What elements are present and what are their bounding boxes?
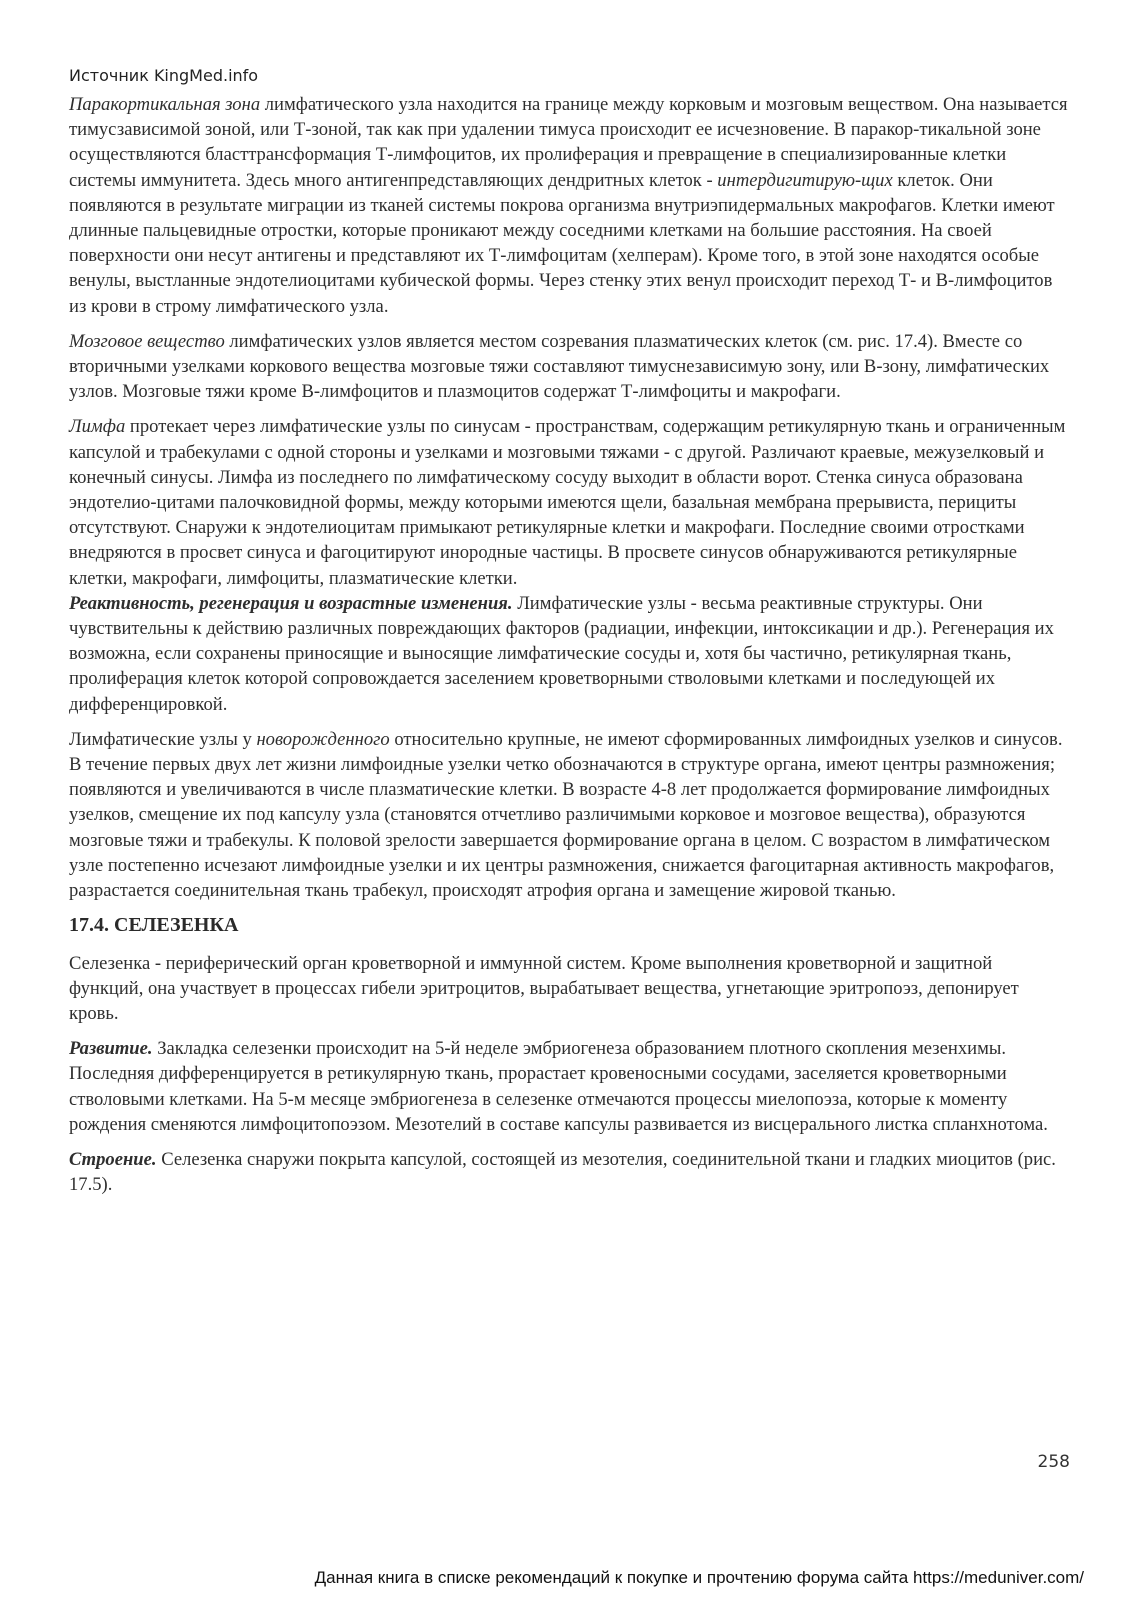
term-lymph: Лимфа (69, 416, 126, 438)
term-newborn: новорожденного (256, 728, 390, 750)
paragraph-spleen-intro (69, 951, 1069, 1027)
paragraph-reactivity (69, 591, 1069, 717)
paragraph-text: относительно крупные, не имеют сформированных лимфоидных узелков и синусов. В течение первых двух лет жизни лимфоидные узелки четко обозначаются в структуре органа, имеют центры размножения; появляются и увеличиваются в числе плазматические клетки. В возрасте 4-8 лет продолжается формирование лимфоидных узелков, смещение их под капсулу узла (становятся отчетливо различимыми корковое и мозговое вещества), образуются мозговые тяжи и трабекулы. К половой зрелости завершается формирование органа в целом. С возрастом в лимфатическом узле постепенно исчезают лимфоидные узелки и их центры размножения, снижается фагоцитарная активность макрофагов, разрастается соединительная ткань трабекул, происходят атрофия органа и замещение жировой тканью. (69, 728, 1063, 902)
page-body (69, 92, 1069, 1207)
paragraph-medulla (69, 329, 1069, 405)
paragraph-text: Селезенка - периферический орган кроветворной и иммунной систем. Кроме выполнения кроветворной и защитной функций, она участвует в процессах гибели эритроцитов, вырабатывает вещества, угнетающие эритропоэз, депонирует кровь. (69, 952, 1019, 1024)
paragraph-newborn (69, 727, 1069, 903)
paragraph-development (69, 1036, 1069, 1137)
section-heading: 17.4. СЕЛЕЗЕНКА (69, 914, 239, 937)
paragraph-paracortical-zone (69, 92, 1069, 319)
paragraph-text: Закладка селезенки происходит на 5-й неделе эмбриогенеза образованием плотного скопления мезенхимы. Последняя дифференцируется в ретикулярную ткань, прорастает кровеносными сосудами, заселяется кроветворными стволовыми клетками. На 5-м месяце эмбриогенеза в селезенке отмечаются процессы миелопоэза, которые к моменту рождения сменяются лимфоцитопоэзом. Мезотелий в составе капсулы развивается из висцерального листка спланхнотома. (69, 1038, 1048, 1135)
paragraph-text: лимфатического узла находится на границе между корковым и мозговым веществом. Она называется тимусзависимой зоной, или Т-зоной, так как при удалении тимуса происходит ее исчезновение. В паракор-тикальной зоне осуществляются бласттрансформация Т-лимфоцитов, их пролиферация и превращение в специализированные клетки системы иммунитета. Здесь много антигенпредставляющих дендритных клеток - (69, 94, 1068, 191)
paragraph-lead: Лимфатические узлы у (69, 728, 257, 750)
paragraph-structure (69, 1147, 1069, 1197)
term-development: Развитие. (69, 1038, 153, 1060)
paragraph-text: клеток. Они появляются в результате миграции из тканей системы покрова организма внутриэпидермальных макрофагов. Клетки имеют длинные пальцевидные отростки, которые проникают между соседними клетками на большие расстояния. На своей поверхности они несут антигены и представляют их Т-лимфоцитам (хелперам). Кроме того, в этой зоне находятся особые венулы, выстланные эндотелиоцитами кубической формы. Через стенку этих венул происходит переход Т- и В-лимфоцитов из крови в строму лимфатического узла. (69, 169, 1055, 317)
paragraph-text: лимфатических узлов является местом созревания плазматических клеток (см. рис. 17.4). Вместе со вторичными узелками коркового вещества мозговые тяжи составляют тимуснезависимую зону, или В-зону, лимфатических узлов. Мозговые тяжи кроме В-лимфоцитов и плазмоцитов содержат Т-лимфоциты и макрофаги. (69, 330, 1050, 403)
paragraph-lymph (69, 414, 1069, 590)
paragraph-text: Селезенка снаружи покрыта капсулой, состоящей из мезотелия, соединительной ткани и гладких миоцитов (рис. 17.5). (69, 1148, 1056, 1196)
paragraph-text: Лимфатические узлы - весьма реактивные структуры. Они чувствительны к действию различных повреждающих факторов (радиации, инфекции, интоксикации и др.). Регенерация их возможна, если сохранены приносящие и выносящие лимфатические сосуды и, хотя бы частично, ретикулярная ткань, пролиферация клеток которой сопровождается заселением кроветворными стволовыми клетками и последующей их дифференцировкой. (69, 592, 1054, 715)
footer-note: Данная книга в списке рекомендаций к покупке и прочтению форума сайта https://meduniver.com/ (314, 1568, 1084, 1587)
term-structure: Строение. (69, 1148, 157, 1170)
term-reactivity: Реактивность, регенерация и возрастные изменения. (69, 592, 513, 614)
page-number: 258 (1037, 1452, 1070, 1472)
term-medulla: Мозговое вещество (69, 330, 225, 352)
paragraph-text: протекает через лимфатические узлы по синусам - пространствам, содержащим ретикулярную ткань и ограниченным капсулой и трабекулами с одной стороны и узелками и мозговыми тяжами - с другой. Различают краевые, межузелковый и конечный синусы. Лимфа из последнего по лимфатическому сосуду выходит в области ворот. Стенка синуса образована эндотелио-цитами палочковидной формы, между которыми имеются щели, базальная мембрана прерывиста, перициты отсутствуют. Снаружи к эндотелиоцитам примыкают ретикулярные клетки и макрофаги. Последние своими отростками внедряются в просвет синуса и фагоцитируют инородные частицы. В просвете синусов обнаруживаются ретикулярные клетки, макрофаги, лимфоциты, плазматические клетки. (69, 416, 1066, 589)
source-label: Источник KingMed.info (69, 66, 259, 85)
term-paracortical-zone: Паракортикальная зона (69, 94, 261, 115)
term-interdigitating: интердигитирую-щих (717, 169, 893, 191)
